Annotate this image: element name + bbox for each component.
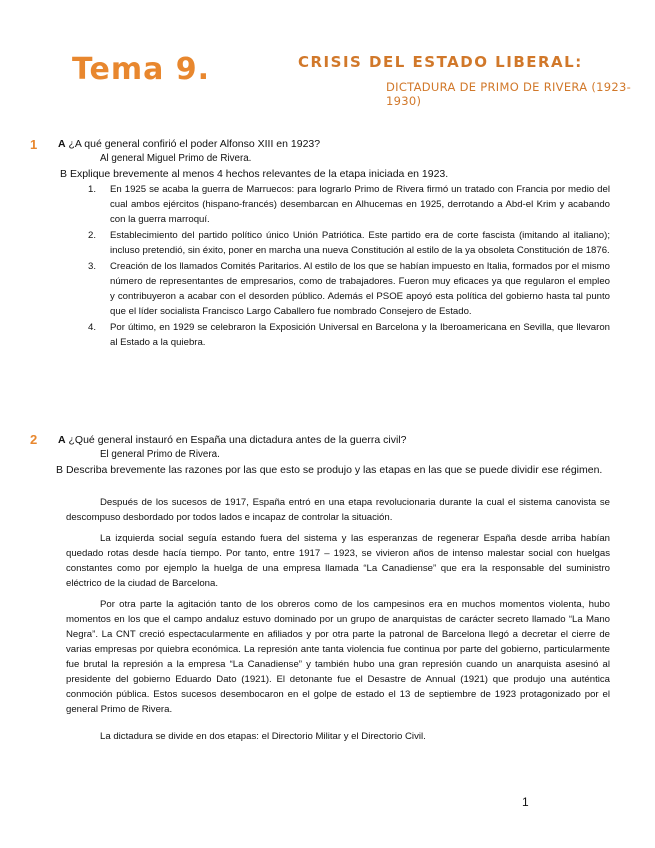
- question-2a-letter: A: [58, 434, 66, 446]
- list-item-text: Por último, en 1929 se celebraron la Exposición Universal en Barcelona y la Iberoamericana en Sevilla, que llevaron al Estado a la quiebra.: [110, 322, 610, 348]
- list-item-number: 3.: [88, 261, 97, 272]
- list-item-text: En 1925 se acaba la guerra de Marruecos: para lograrlo Primo de Rivera firmó un tratado con Francia por medio del cual ambos ejércitos (hispano-francés) desembarcan en Alhucemas en 1925, derrotando a Abd-el Krim y acabando con la guerra marroquí.: [110, 184, 610, 225]
- question-1b: [60, 167, 448, 181]
- paragraph: Después de los sucesos de 1917, España entró en una etapa revolucionaria durante la cual el sistema canovista se descompuso desbordado por todos lados e incapaz de controlar la situación.: [66, 497, 610, 523]
- question-1a-letter: A: [58, 138, 66, 150]
- question-1-number: 1: [30, 137, 38, 152]
- question-2b-letter: B: [56, 464, 64, 476]
- question-2b: [40, 463, 610, 478]
- page-subtitle: DICTADURA DE PRIMO DE RIVERA (1923-1930): [386, 80, 632, 108]
- paragraph: La izquierda social seguía estando fuera del sistema y las esperanzas de regenerar España desde arriba habían quedado rotas desde hacía tiempo. Por tanto, entre 1917 – 1923, se vivieron años de intenso malestar social con huelgas constantes como por ejemplo la huelga de una empresa llamada “La Canadiense” que era la responsable del suministro eléctrico de la ciudad de Barcelona.: [66, 533, 610, 589]
- list-item: [88, 259, 610, 319]
- list-item: [88, 320, 610, 350]
- answer-1a: Al general Miguel Primo de Rivera.: [100, 153, 252, 164]
- question-2-number: 2: [30, 432, 38, 447]
- question-1b-text: Explique brevemente al menos 4 hechos relevantes de la etapa iniciada en 1923.: [69, 168, 449, 180]
- list-item: [88, 182, 610, 227]
- list-item-number: 4.: [88, 322, 97, 333]
- page-title: CRISIS DEL ESTADO LIBERAL:: [298, 53, 583, 71]
- question-2a-text: ¿Qué general instauró en España una dictadura antes de la guerra civil?: [68, 434, 407, 446]
- list-item-text: Establecimiento del partido político único Unión Patriótica. Este partido era de corte fascista (imitando al italiano); incluso pretendió, sin éxito, poner en marcha una nueva Constitución al estilo de la ya obsoleta Constitución de 1876.: [110, 230, 610, 256]
- question-2a: [58, 433, 406, 447]
- list-item-number: 1.: [88, 184, 97, 195]
- topic-number: Tema 9.: [72, 52, 211, 87]
- page-number: 1: [522, 795, 529, 809]
- list-item: [88, 228, 610, 258]
- paragraph: Por otra parte la agitación tanto de los obreros como de los campesinos era en muchos momentos violenta, hubo momentos en los que el campo andaluz estuvo dominado por un grupo de anarquistas de carácter secreto llamado “La Mano Negra”. La CNT creció espectacularmente en afiliados y por otra parte la patronal de Barcelona llegó a decretar el cierre de varias empresas por quiebra económica. La represión ante tanta violencia fue continua por parte del gobierno, particularmente fue brutal la represión a la empresa “La Canadiense” y también hubo una gran represión cuando un anarquista asesinó al presidente del gobierno Eduardo Dato (1921). El detonante fue el Desastre de Annual (1921) que produjo una auténtica conmoción pública. Estos sucesos desembocaron en el golpe de estado el 13 de septiembre de 1923 protagonizado por el general Primo de Rivera.: [66, 599, 610, 715]
- question-1b-letter: B: [60, 168, 68, 180]
- list-item-number: 2.: [88, 230, 97, 241]
- list-item-text: Creación de los llamados Comités Paritarios. Al estilo de los que se habían impuesto en Italia, formados por el mismo número de representantes de empresarios, como de trabajadores. Fueron muy eficaces ya que regularon el empleo y contribuyeron a acabar con el desorden público. Además el PSOE apoyó esta política del gobierno hasta tal punto que el líder socialista Francisco Largo Caballero fue nombrado Consejero de Estado.: [110, 261, 610, 317]
- paragraph: La dictadura se divide en dos etapas: el Directorio Militar y el Directorio Civil.: [100, 731, 426, 742]
- question-1a-text: ¿A qué general confirió el poder Alfonso XIII en 1923?: [68, 138, 321, 150]
- answer-2a: El general Primo de Rivera.: [100, 449, 220, 460]
- question-2b-text: Describa brevemente las razones por las que esto se produjo y las etapas en las que se puede dividir ese régimen.: [65, 464, 603, 476]
- question-1a: [58, 137, 320, 151]
- facts-list: [88, 182, 610, 351]
